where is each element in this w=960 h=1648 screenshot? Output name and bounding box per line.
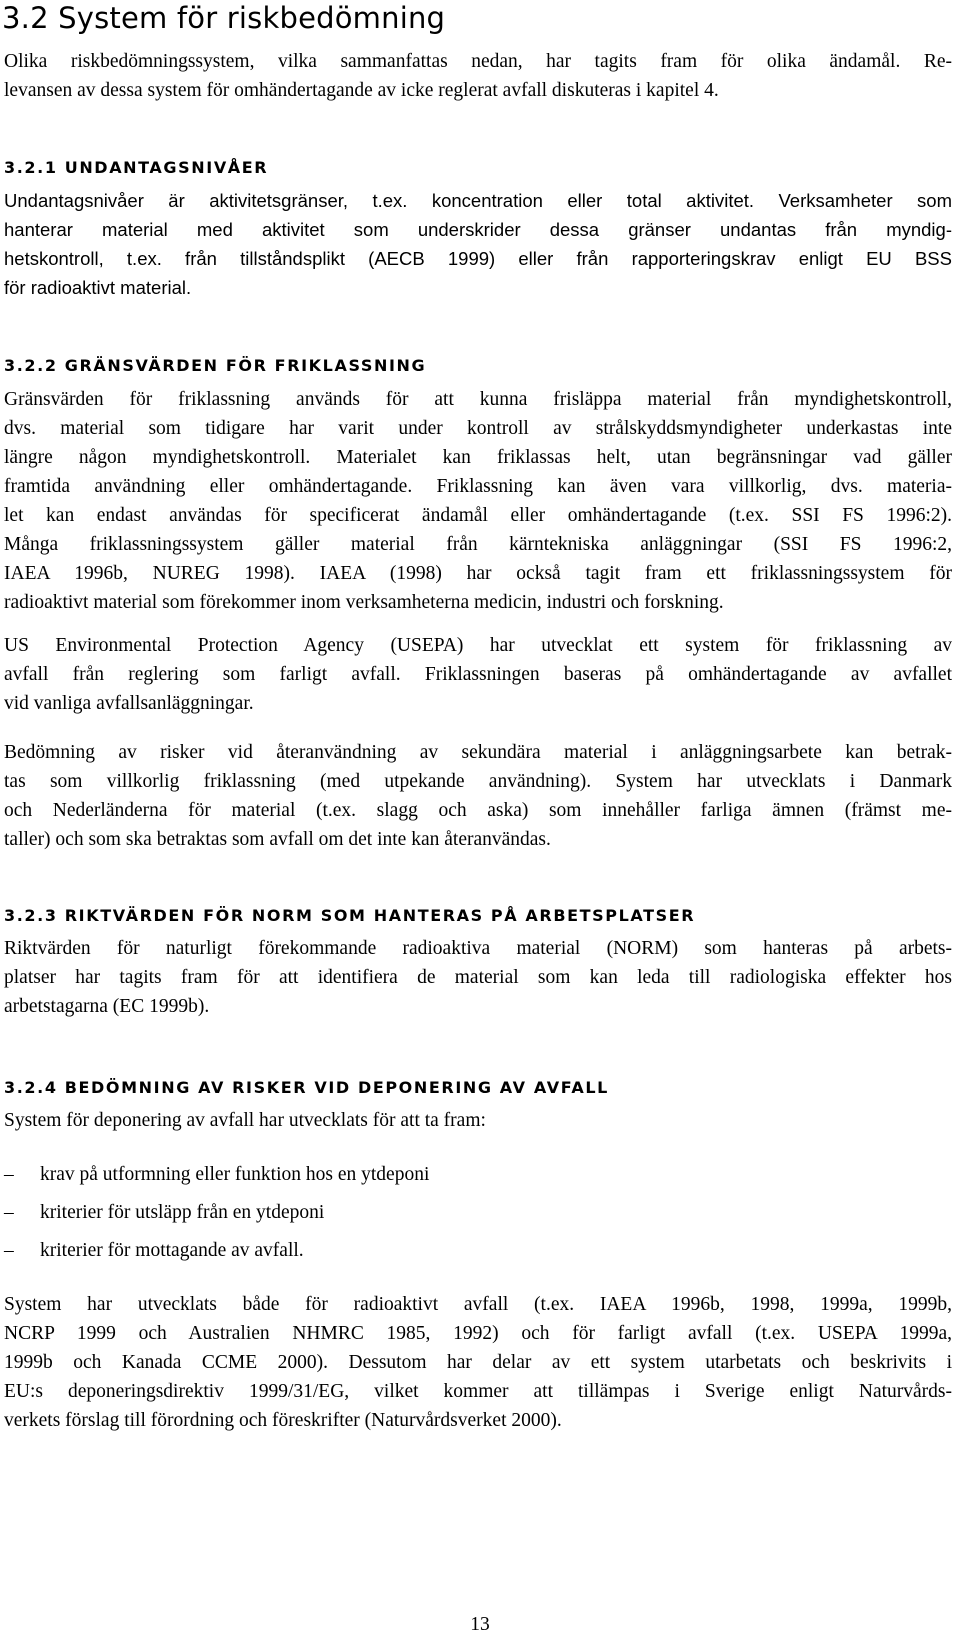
text-line: platser har tagits fram för att identifiera de material som kan leda till radiologiska effekter hos [4, 967, 952, 988]
subsection-heading-3-2-2: 3.2.2 GRÄNSVÄRDEN FÖR FRIKLASSNING [4, 356, 427, 375]
text-line: tas som villkorlig friklassning (med utpekande användning). System har utvecklats i Danmark [4, 771, 952, 792]
text-line: Olika riskbedömningssystem, vilka sammanfattas nedan, har tagits fram för olika ändamål. Re- [4, 51, 952, 72]
intro-paragraph [4, 47, 952, 105]
deponering-bullet-list [0, 1160, 948, 1274]
subsection-heading-3-2-3: 3.2.3 RIKTVÄRDEN FÖR NORM SOM HANTERAS PÅ ARBETSPLATSER [4, 906, 696, 925]
text-line: NCRP 1999 och Australien NHMRC 1985, 1992) och för farligt avfall (t.ex. USEPA 1999a, [4, 1323, 952, 1344]
section-title: 3.2 System för riskbedömning [2, 1, 446, 35]
text-line: avfall från reglering som farligt avfall. Friklassningen baseras på omhändertagande av avfallet [4, 664, 952, 685]
undantagsnivaer-paragraph [4, 186, 952, 302]
text-line: hetskontroll, t.ex. från tillståndsplikt (AECB 1999) eller från rapporteringskrav enligt EU BSS [4, 248, 952, 269]
text-line: arbetstagarna (EC 1999b). [4, 996, 210, 1017]
text-line: EU:s deponeringsdirektiv 1999/31/EG, vilket kommer att tillämpas i Sverige enligt Naturvårds- [4, 1381, 952, 1402]
text-line: System för deponering av avfall har utvecklats för att ta fram: [4, 1110, 486, 1131]
text-line: Riktvärden för naturligt förekommande radioaktiva material (NORM) som hanteras på arbets- [4, 938, 952, 959]
list-item [0, 1198, 948, 1236]
text-line: längre någon myndighetskontroll. Materialet kan friklassas helt, utan begränsningar vad gäller [4, 447, 952, 468]
list-item [0, 1236, 948, 1274]
text-line: taller) och som ska betraktas som avfall om det inte kan återanvändas. [4, 829, 551, 850]
subsection-heading-3-2-1: 3.2.1 UNDANTAGSNIVÅER [4, 158, 269, 177]
bullet-dash: – [4, 1240, 14, 1261]
text-line: Gränsvärden för friklassning används för att kunna frisläppa material från myndighetskontroll, [4, 389, 952, 410]
text-line: 1999b och Kanada CCME 2000). Dessutom har delar av ett system utarbetats och beskrivits i [4, 1352, 952, 1373]
deponering-paragraph [4, 1290, 952, 1435]
text-line: radioaktivt material som förekommer inom verksamheterna medicin, industri och forskning. [4, 592, 724, 613]
text-line: levansen av dessa system för omhändertagande av icke reglerat avfall diskuteras i kapitel 4. [4, 80, 719, 101]
list-item-text: kriterier för mottagande av avfall. [40, 1240, 304, 1261]
text-line: Många friklassningssystem gäller material från kärntekniska anläggningar (SSI FS 1996:2, [4, 534, 952, 555]
text-line: framtida användning eller omhändertagande. Friklassning kan även vara villkorlig, dvs. materia- [4, 476, 952, 497]
list-item-text: kriterier för utsläpp från en ytdeponi [40, 1202, 325, 1223]
list-item [0, 1160, 948, 1198]
bullet-dash: – [4, 1164, 14, 1185]
text-line: dvs. material som tidigare har varit under kontroll av strålskyddsmyndigheter underkastas inte [4, 418, 952, 439]
text-line: för radioaktivt material. [4, 277, 192, 298]
text-line: Undantagsnivåer är aktivitetsgränser, t.ex. koncentration eller total aktivitet. Verksamheter som [4, 190, 952, 211]
text-line: Bedömning av risker vid återanvändning av sekundära material i anläggningsarbete kan betrak- [4, 742, 952, 763]
text-line: System har utvecklats både för radioaktivt avfall (t.ex. IAEA 1996b, 1998, 1999a, 1999b, [4, 1294, 952, 1315]
text-line: verkets förslag till förordning och föreskrifter (Naturvårdsverket 2000). [4, 1410, 562, 1431]
deponering-intro [4, 1106, 952, 1135]
text-line: hanterar material med aktivitet som underskrider dessa gränser undantas från myndig- [4, 219, 952, 240]
text-line: och Nederländerna för material (t.ex. slagg och aska) som innehåller farliga ämnen (främst me- [4, 800, 952, 821]
subsection-heading-3-2-4: 3.2.4 BEDÖMNING AV RISKER VID DEPONERING AV AVFALL [4, 1078, 609, 1097]
riktvarden-paragraph [4, 934, 952, 1021]
friklassning-paragraph-3 [4, 738, 952, 854]
text-line: vid vanliga avfallsanläggningar. [4, 693, 254, 714]
friklassning-paragraph-1 [4, 385, 952, 617]
text-line: let kan endast användas för specificerat ändamål eller omhändertagande (t.ex. SSI FS 1996:2). [4, 505, 952, 526]
text-line: IAEA 1996b, NUREG 1998). IAEA (1998) har också tagit fram ett friklassningssystem för [4, 563, 952, 584]
page-number: 13 [470, 1614, 490, 1635]
text-line: US Environmental Protection Agency (USEPA) har utvecklat ett system för friklassning av [4, 635, 952, 656]
friklassning-paragraph-2 [4, 631, 952, 718]
bullet-dash: – [4, 1202, 14, 1223]
list-item-text: krav på utformning eller funktion hos en ytdeponi [40, 1164, 430, 1185]
